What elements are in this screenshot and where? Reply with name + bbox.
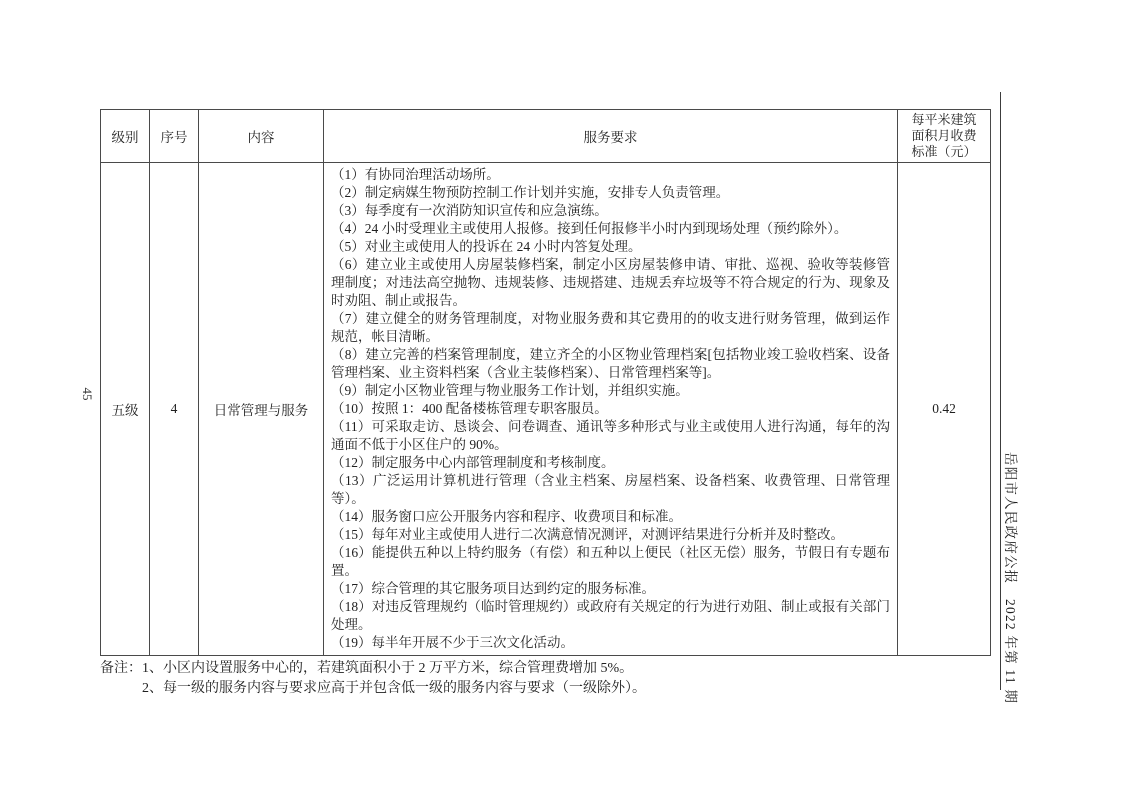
footnote-item: 1、小区内设置服务中心的，若建筑面积小于 2 万平方米，综合管理费增加 5%。	[142, 661, 634, 676]
header-cell-fee	[898, 110, 991, 163]
requirement-item: （7）建立健全的财务管理制度，对物业服务费和其它费用的的收支进行财务管理，做到运作规范，帐目清晰。	[331, 311, 890, 344]
requirement-item: （11）可采取走访、恳谈会、问卷调查、通讯等多种形式与业主或使用人进行沟通，每年的沟通面不低于小区住户的 90%。	[331, 419, 890, 452]
table-header-row	[101, 110, 991, 163]
requirement-item: （6）建立业主或使用人房屋装修档案，制定小区房屋装修申请、审批、巡视、验收等装修管理制度；对违法高空抛物、违规装修、违规搭建、违规丢弃垃圾等不符合规定的行为、现象及时劝阻、制止或报告。	[331, 257, 890, 308]
requirement-item: （2）制定病媒生物预防控制工作计划并实施，安排专人负责管理。	[331, 185, 730, 200]
requirement-item: （18）对违反管理规约（临时管理规约）或政府有关规定的行为进行劝阻、制止或报有关部门处理。	[331, 599, 890, 632]
fee-header-line: 面积月收费	[911, 128, 977, 143]
requirement-item: （12）制定服务中心内部管理制度和考核制度。	[331, 455, 615, 470]
requirement-item: （16）能提供五种以上特约服务（有偿）和五种以上便民（社区无偿）服务，节假日有专题布置。	[331, 545, 890, 578]
footnotes-body	[142, 659, 646, 699]
requirement-item: （14）服务窗口应公开服务内容和程序、收费项目和标准。	[331, 509, 682, 524]
requirement-item: （15）每年对业主或使用人进行二次满意情况测评，对测评结果进行分析并及时整改。	[331, 527, 844, 542]
requirement-item: （9）制定小区物业管理与物业服务工作计划，并组织实施。	[331, 383, 689, 398]
fee-header-line: 每平米建筑	[911, 112, 977, 127]
header-cell-content: 内容	[199, 110, 324, 163]
requirement-item: （17）综合管理的其它服务项目达到约定的服务标准。	[331, 581, 655, 596]
requirement-item: （4）24 小时受理业主或使用人报修。接到任何报修半小时内到现场处理（预约除外）。	[331, 221, 848, 236]
header-cell-level: 级别	[101, 110, 150, 163]
cell-level: 五级	[101, 163, 150, 656]
service-standards-table	[100, 109, 991, 656]
requirement-item: （13）广泛运用计算机进行管理（含业主档案、房屋档案、设备档案、收费管理、日常管理等）。	[331, 473, 890, 506]
cell-seq: 4	[150, 163, 199, 656]
page-number: 45	[80, 387, 95, 401]
header-cell-requirements: 服务要求	[324, 110, 898, 163]
requirement-item: （3）每季度有一次消防知识宣传和应急演练。	[331, 203, 608, 218]
table-data-row	[101, 163, 991, 656]
gazette-sidebar-label: 岳阳市人民政府公报 2022 年第 11 期	[1003, 452, 1018, 705]
cell-requirements	[324, 163, 898, 656]
cell-fee: 0.42	[898, 163, 991, 656]
requirement-item: （8）建立完善的档案管理制度，建立齐全的小区物业管理档案[包括物业竣工验收档案、设备管理档案、业主资料档案（含业主装修档案）、日常管理档案等]。	[331, 347, 890, 380]
requirement-item: （19）每半年开展不少于三次文化活动。	[331, 635, 574, 650]
requirement-item: （10）按照 1：400 配备楼栋管理专职客服员。	[331, 401, 608, 416]
cell-content: 日常管理与服务	[199, 163, 324, 656]
header-cell-seq: 序号	[150, 110, 199, 163]
fee-header-line: 标准（元）	[911, 144, 977, 159]
footnotes-label: 备注：	[100, 661, 142, 676]
requirement-item: （1）有协同治理活动场所。	[331, 167, 500, 182]
table-footnotes	[100, 659, 1010, 699]
page-margin-rule	[1000, 92, 1001, 690]
requirement-item: （5）对业主或使用人的投诉在 24 小时内答复处理。	[331, 239, 642, 254]
footnote-item: 2、每一级的服务内容与要求应高于并包含低一级的服务内容与要求（一级除外）。	[142, 681, 646, 696]
